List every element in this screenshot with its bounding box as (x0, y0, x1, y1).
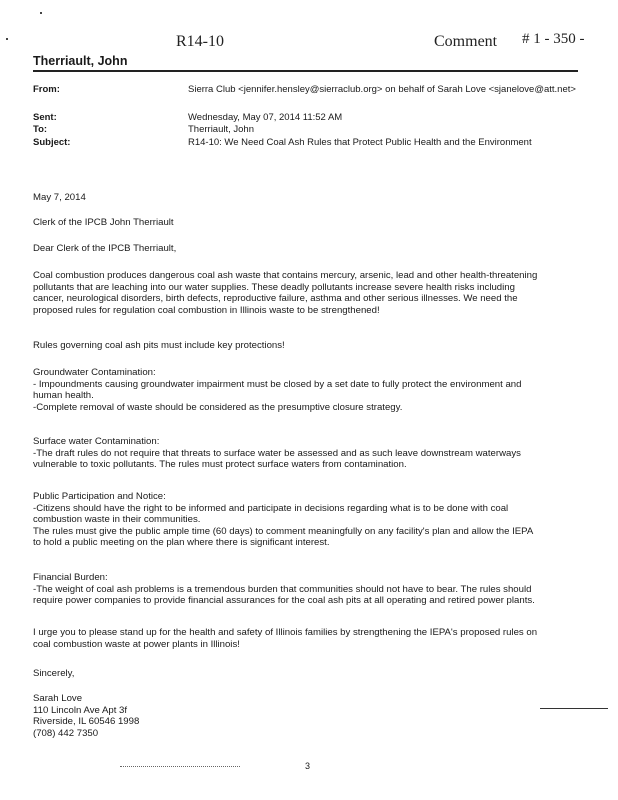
letter-addressee: Clerk of the IPCB John Therriault (33, 217, 174, 228)
margin-mark (540, 708, 608, 709)
scan-speck (6, 38, 8, 40)
subject-value: R14-10: We Need Coal Ash Rules that Protect Public Health and the Environment (188, 137, 532, 148)
page-number: 3 (305, 761, 311, 771)
subject-label: Subject: (33, 137, 71, 148)
groundwater-section: Groundwater Contamination: - Impoundments causing groundwater impairment must be closed by a set date to fully protect the environment and human health. -Complete removal of waste should be considered as the presumptive closure strategy. (33, 367, 522, 413)
footer-dots (120, 766, 240, 767)
sent-value: Wednesday, May 07, 2014 11:52 AM (188, 112, 343, 123)
surface-water-section: Surface water Contamination: -The draft rules do not require that threats to surface water be assessed and as such leave downstream waterways vulnerable to toxic pollutants. The rules must protect surface waters from contamination. (33, 436, 521, 471)
intro-paragraph: Coal combustion produces dangerous coal ash waste that contains mercury, arsenic, lead and other health-threatening pollutants that are leaching into our water supplies. These deadly pollutants increase severe health risks including cancer, neurological disorders, birth defects, reproductive failure, asthma and other serious illnesses. We need the proposed rules for regulation coal combustion in Illinois waste to be strengthened! (33, 270, 538, 316)
closing-paragraph: I urge you to please stand up for the health and safety of Illinois families by strengthening the IEPA's proposed rules on coal combustion waste at power plants in Illinois! (33, 627, 538, 650)
protections-paragraph: Rules governing coal ash pits must include key protections! (33, 340, 285, 351)
public-participation-section: Public Participation and Notice: -Citizens should have the right to be informed and participate in decisions regarding what is to be done with coal combustion waste in their communities. The rules must give the public ample time (60 days) to comment meaningfully on any facility's plan and allow the IEPA to hold a public meeting on the plan where there is significant interest. (33, 491, 534, 549)
letter-salutation: Dear Clerk of the IPCB Therriault, (33, 243, 177, 254)
letter-signature: Sarah Love 110 Lincoln Ave Apt 3f Riverside, IL 60546 1998 (708) 442 7350 (33, 693, 140, 739)
comment-label: Comment (434, 33, 498, 50)
from-label: From: (33, 84, 60, 95)
sent-label: Sent: (33, 112, 57, 123)
from-value: Sierra Club <jennifer.hensley@sierraclub.org> on behalf of Sarah Love <sjanelove@att.net> (188, 84, 576, 95)
recipient-name-heading: Therriault, John (33, 54, 128, 68)
docket-number: R14-10 (176, 33, 224, 50)
financial-burden-section: Financial Burden: -The weight of coal ash problems is a tremendous burden that communities should not have to bear. The rules should require power companies to provide financial assurances for the coal ash pits at all operating and retired power plants. (33, 572, 535, 607)
letter-signoff: Sincerely, (33, 668, 75, 679)
scan-speck (40, 12, 42, 14)
to-value: Therriault, John (188, 124, 255, 135)
comment-number: # 1 - 350 - (522, 31, 585, 47)
letter-date: May 7, 2014 (33, 192, 86, 203)
to-label: To: (33, 124, 48, 135)
header-divider (33, 70, 578, 72)
